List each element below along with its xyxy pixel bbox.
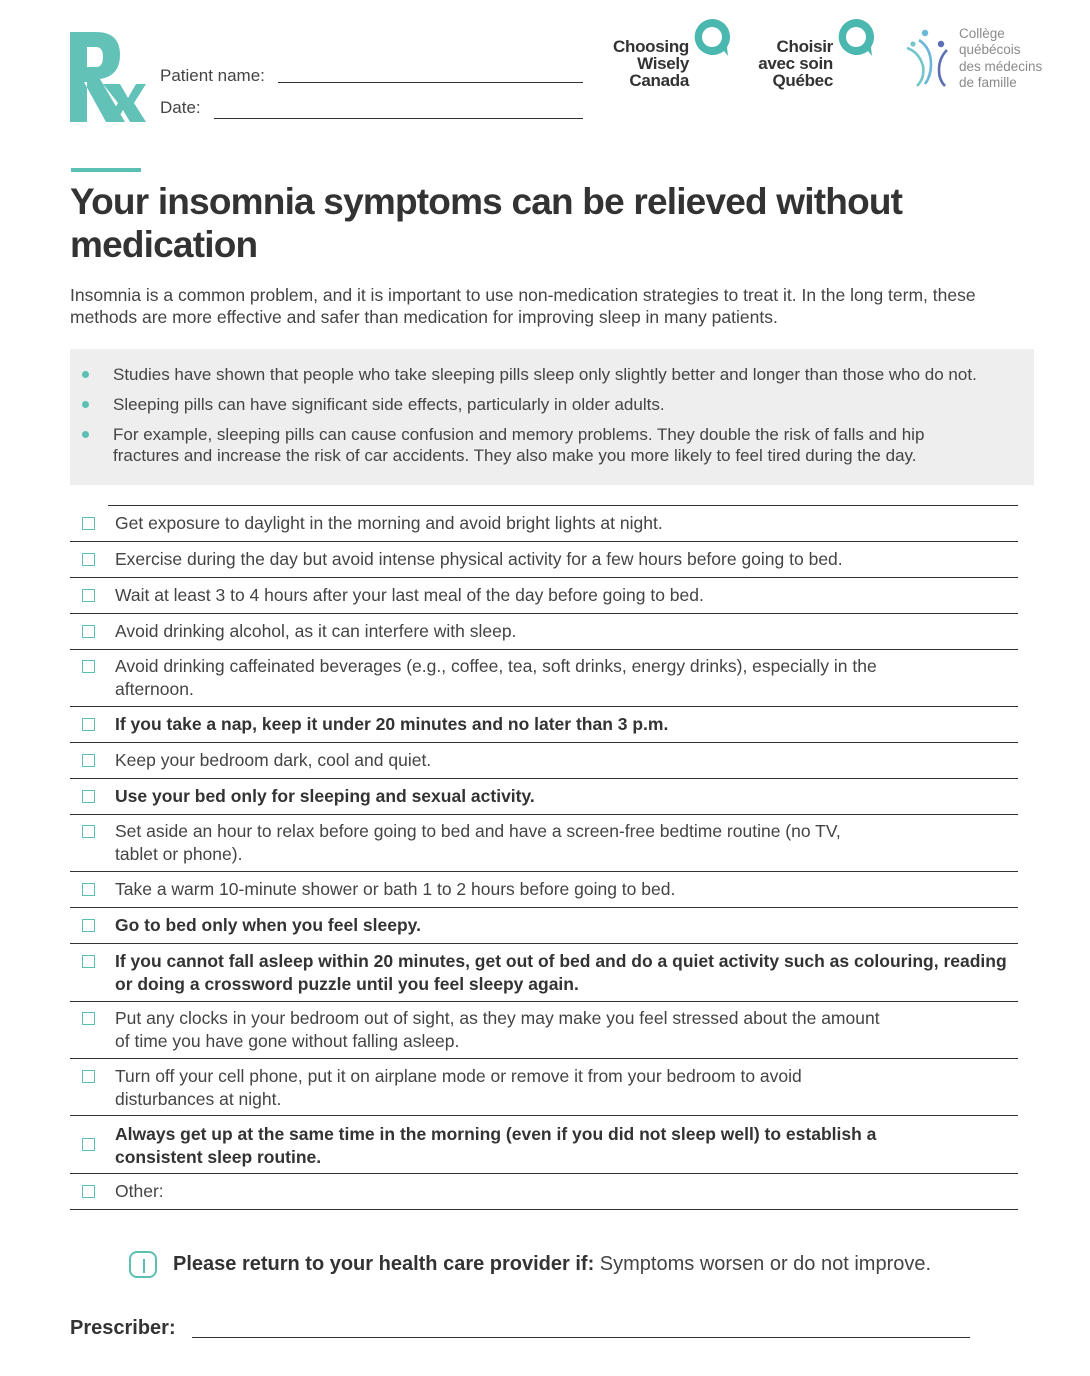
checkbox[interactable] [82,1138,95,1151]
checkbox[interactable] [82,825,95,838]
logo-line: Choosing [613,37,689,56]
checklist-item-text: Avoid drinking caffeinated beverages (e.g., coffee, tea, soft drinks, energy drinks), especially in the afternoon. [115,656,877,699]
checkbox[interactable] [82,790,95,803]
checkbox[interactable] [82,754,95,767]
checklist-item-text: Avoid drinking alcohol, as it can interfere with sleep. [115,621,517,641]
checklist-item-text: Exercise during the day but avoid intense physical activity for a few hours before going to bed. [115,549,843,569]
choosing-wisely-logo [600,38,689,89]
checkbox[interactable] [82,553,95,566]
intro-paragraph: Insomnia is a common problem, and it is important to use non-medication strategies to treat it. In the long term, these methods are more effective and safer than medication for improving sleep in many patients. [70,285,976,327]
bullet-dot-icon [82,401,89,408]
checkbox[interactable] [82,1070,95,1083]
row-divider [70,778,1018,779]
row-divider [70,577,1018,578]
checkbox[interactable] [82,955,95,968]
row-divider [70,943,1018,944]
choisir-avec-soin-logo [745,38,833,89]
logo-line: des médecins [959,58,1043,74]
exclamation-icon [129,1251,157,1278]
checklist-item-text: Take a warm 10-minute shower or bath 1 to 2 hours before going to bed. [115,879,676,899]
row-divider [70,907,1018,908]
fact-item [113,364,1033,385]
checklist-item-text: Other: [115,1181,164,1201]
checklist-item-text: Put any clocks in your bedroom out of sight, as they may make you feel stressed about the amount of time you have gone without falling asleep. [115,1008,880,1051]
checkbox[interactable] [82,1185,95,1198]
fact-text: Studies have shown that people who take sleeping pills sleep only slightly better and longer than those who do not. [113,365,977,384]
checkbox[interactable] [82,1012,95,1025]
checkbox[interactable] [82,625,95,638]
row-divider [70,814,1018,815]
fact-text: Sleeping pills can have significant side effects, particularly in older adults. [113,395,665,414]
facts-callout [70,349,1034,485]
checkbox[interactable] [82,883,95,896]
checklist-item-text: Wait at least 3 to 4 hours after your last meal of the day before going to bed. [115,585,704,605]
row-divider [70,613,1018,614]
fact-item [113,424,993,466]
other-input-line[interactable] [70,1209,1018,1210]
date-label: Date: [160,98,201,117]
row-divider [70,1115,1018,1116]
title-accent-bar [71,168,141,172]
row-divider [108,505,1018,506]
checklist-item-text: Get exposure to daylight in the morning and avoid bright lights at night. [115,513,663,533]
checklist-item-text: If you take a nap, keep it under 20 minutes and no later than 3 p.m. [115,714,669,734]
notice-text: Symptoms worsen or do not improve. [599,1253,932,1275]
row-divider [70,1058,1018,1059]
checklist-item-text: Turn off your cell phone, put it on airplane mode or remove it from your bedroom to avoid disturbances at night. [115,1066,802,1109]
bullet-dot-icon [82,371,89,378]
row-divider [70,649,1018,650]
prescriber-label: Prescriber: [70,1317,176,1339]
logo-line: Canada [629,71,689,90]
checklist-item-text: Always get up at the same time in the morning (even if you did not sleep well) to establish a consistent sleep routine. [115,1124,877,1167]
checklist-item-text: Keep your bedroom dark, cool and quiet. [115,750,432,770]
college-figures-icon [903,28,953,88]
logo-line: Choisir [776,37,833,56]
return-notice [173,1252,931,1276]
checkbox[interactable] [82,718,95,731]
logo-line: Collège [959,26,1005,41]
choosing-wisely-ring-icon [690,15,734,59]
page-title: Your insomnia symptoms can be relieved without medication [70,181,903,265]
checkbox[interactable] [82,919,95,932]
logo-line: de famille [959,74,1017,90]
checkbox[interactable] [82,660,95,673]
fact-text: For example, sleeping pills can cause confusion and memory problems. They double the risk of falls and hip fractures and increase the risk of car accidents. They also make you more likely to feel tired during the day. [113,425,925,465]
patient-name-label: Patient name: [160,66,265,85]
logo-line: québécois [959,42,1021,58]
date-field[interactable] [214,118,583,119]
prescriber-field[interactable] [192,1337,970,1338]
checklist-item-text: Use your bed only for sleeping and sexual activity. [115,786,535,806]
row-divider [70,1173,1018,1174]
fact-item [113,394,1033,415]
row-divider [70,742,1018,743]
logo-line: avec soin [758,54,833,73]
logo-line: Wisely [637,54,689,73]
checkbox[interactable] [82,517,95,530]
row-divider [70,541,1018,542]
choisir-avec-soin-ring-icon [834,15,878,59]
checkbox[interactable] [82,589,95,602]
row-divider [70,706,1018,707]
notice-label: Please return to your health care provider if: [173,1253,595,1275]
rx-logo-icon [70,32,146,122]
college-logo-text [959,26,1042,91]
checklist-item-text: Go to bed only when you feel sleepy. [115,915,421,935]
checklist-item-text: If you cannot fall asleep within 20 minutes, get out of bed and do a quiet activity such as colouring, reading or doing a crossword puzzle until you feel sleepy again. [115,951,1007,994]
row-divider [70,1001,1018,1002]
bullet-dot-icon [82,431,89,438]
logo-line: Québec [772,71,833,90]
checklist-item-text: Set aside an hour to relax before going to bed and have a screen-free bedtime routine (no TV, tablet or phone). [115,821,841,864]
patient-name-field[interactable] [278,82,583,83]
row-divider [70,871,1018,872]
